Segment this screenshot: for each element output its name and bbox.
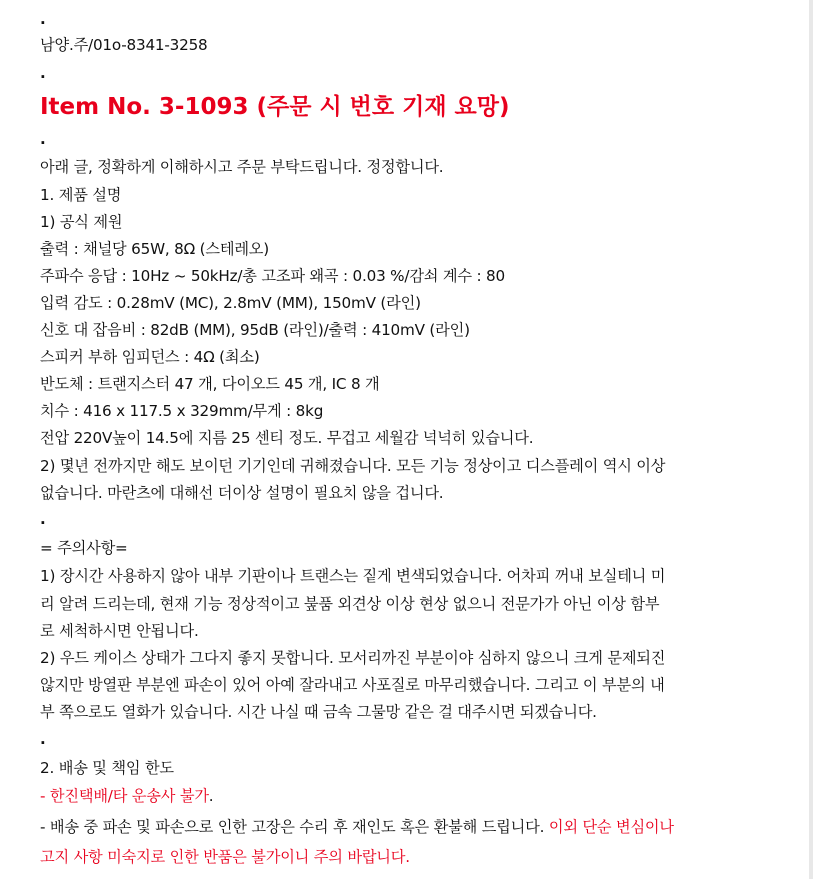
- spacer-dot: .: [40, 130, 46, 148]
- spec-line: 치수 : 416 x 117.5 x 329mm/무게 : 8kg: [40, 402, 324, 420]
- subsection-heading: 1) 공식 제원: [40, 213, 123, 231]
- damage-policy: - 배송 중 파손 및 파손으로 인한 고장은 수리 후 재인도 혹은 환불해 드립니다.: [40, 818, 549, 836]
- caution-line: 1) 장시간 사용하지 않아 내부 기판이나 트랜스는 짙게 변색되었습니다. 어차피 꺼내 보실테니 미: [40, 567, 666, 585]
- caution-line: 않지만 방열판 부분엔 파손이 있어 아예 잘라내고 사포질로 마무리했습니다. 그리고 이 부분의 내: [40, 676, 665, 694]
- period: .: [208, 787, 214, 805]
- spec-line: 스피커 부하 임피던스 : 4Ω (최소): [40, 348, 260, 366]
- return-warning-cont: 고지 사항 미숙지로 인한 반품은 불가이니 주의 바랍니다.: [40, 848, 410, 866]
- spacer-dot: .: [40, 10, 46, 28]
- spec-line: 전압 220V높이 14.5에 지름 25 센티 정도. 무겁고 세월감 넉넉히 있습니다.: [40, 429, 534, 447]
- seller-contact: 남양.주/01o-8341-3258: [40, 36, 208, 54]
- spacer-dot: .: [40, 510, 46, 528]
- section-heading: 1. 제품 설명: [40, 186, 122, 204]
- description-line: 없습니다. 마란츠에 대해선 더이상 설명이 필요치 않을 겁니다.: [40, 484, 444, 502]
- description-line: 2) 몇년 전까지만 해도 보이던 기기인데 귀해졌습니다. 모든 기능 정상이고 디스플레이 역시 이상: [40, 457, 666, 475]
- intro-text: 아래 글, 정확하게 이해하시고 주문 부탁드립니다. 정정합니다.: [40, 158, 444, 176]
- spec-line: 출력 : 채널당 65W, 8Ω (스테레오): [40, 240, 269, 258]
- page-edge: [809, 0, 813, 879]
- shipping-notice: [40, 786, 213, 806]
- spacer-dot: .: [40, 730, 46, 748]
- shipping-policy-line: [40, 817, 674, 837]
- item-title: Item No. 3-1093 (주문 시 번호 기재 요망): [40, 94, 510, 120]
- caution-line: 리 알려 드리는데, 현재 기능 정상적이고 붚품 외견상 이상 현상 없으니 전문가가 아닌 이상 함부: [40, 595, 660, 613]
- spacer-dot: .: [40, 64, 46, 82]
- caution-heading: = 주의사항=: [40, 539, 128, 557]
- spec-line: 반도체 : 트랜지스터 47 개, 다이오드 45 개, IC 8 개: [40, 375, 380, 393]
- return-warning: 이외 단순 변심이나: [548, 818, 674, 836]
- spec-line: 주파수 응답 : 10Hz ~ 50kHz/총 고조파 왜곡 : 0.03 %/감쇠 계수 : 80: [40, 267, 505, 285]
- spec-line: 신호 대 잡음비 : 82dB (MM), 95dB (라인)/출력 : 410mV (라인): [40, 321, 470, 339]
- caution-line: 2) 우드 케이스 상태가 그다지 좋지 못합니다. 모서리까진 부분이야 심하지 않으니 크게 문제되진: [40, 649, 666, 667]
- caution-line: 부 쪽으로도 열화가 있습니다. 시간 나실 때 금속 그물망 같은 걸 대주시면 되겠습니다.: [40, 703, 597, 721]
- caution-line: 로 세척하시면 안됩니다.: [40, 622, 199, 640]
- spec-line: 입력 감도 : 0.28mV (MC), 2.8mV (MM), 150mV (라인): [40, 294, 421, 312]
- shipping-restriction: - 한진택배/타 운송사 불가: [40, 787, 209, 805]
- section-heading: 2. 배송 및 책임 한도: [40, 759, 174, 777]
